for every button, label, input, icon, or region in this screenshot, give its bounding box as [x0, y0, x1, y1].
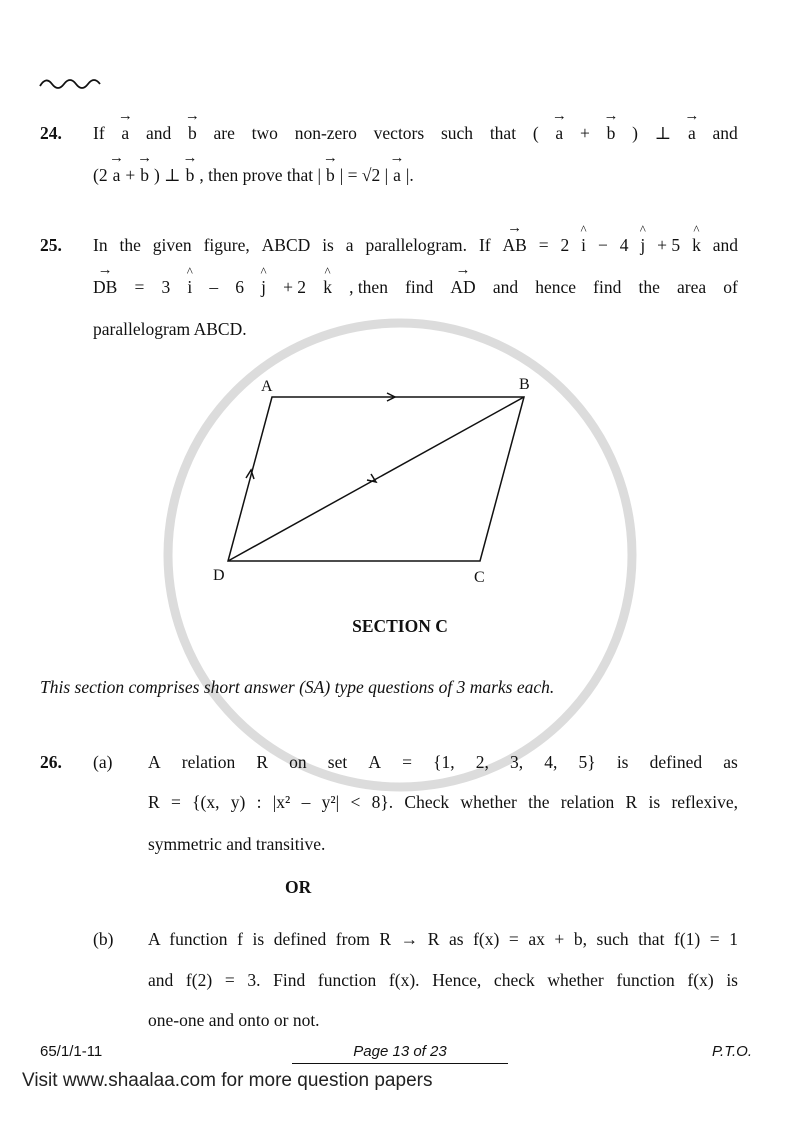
text-word: the	[638, 277, 660, 297]
text-word: hence	[535, 277, 577, 297]
text-word: 2	[560, 235, 570, 255]
vertex-label-a: A	[261, 378, 273, 395]
vertex-label-d: D	[213, 567, 225, 584]
vector-symbol: → a	[555, 123, 563, 144]
text-word: two	[251, 123, 278, 143]
text-word: , then	[349, 277, 388, 297]
unit-vector-symbol: ^ i	[581, 235, 586, 256]
text-word: find	[593, 277, 622, 297]
text-word: parallelogram.	[365, 235, 468, 255]
text-word: + 2	[283, 277, 307, 297]
text-word: + 5	[657, 235, 681, 255]
text-word: non-zero	[294, 123, 357, 143]
text-word: set	[327, 752, 348, 772]
text-word: figure,	[203, 235, 250, 255]
text-word: | = √2 |	[339, 165, 389, 185]
question-number: 25.	[40, 235, 62, 255]
q26a-line3: symmetric and transitive.	[148, 834, 326, 854]
text-word: a	[345, 235, 354, 255]
text-word: A	[148, 752, 161, 772]
text-word: If	[478, 235, 491, 255]
vector-symbol: → a	[688, 123, 696, 144]
text-word: ) ⊥	[153, 165, 181, 185]
text-word: |.	[405, 165, 414, 185]
text-word: 2,	[475, 752, 489, 772]
text-word: −	[597, 235, 608, 255]
text-word: that	[489, 123, 517, 143]
vector-symbol: → AD	[450, 277, 475, 298]
text-word: 4	[619, 235, 629, 255]
text-word: relation	[181, 752, 236, 772]
text-word: of	[723, 277, 738, 297]
vector-symbol: → b	[186, 165, 195, 186]
text-word: =	[402, 752, 412, 772]
text-word: is	[616, 752, 629, 772]
text-word: is	[322, 235, 334, 255]
text-word: =	[538, 235, 549, 255]
text-word: 4,	[544, 752, 558, 772]
text-word: =	[134, 277, 145, 297]
text-word: and	[712, 235, 738, 255]
text-word: 3,	[510, 752, 524, 772]
text-word: A	[368, 752, 381, 772]
text-word: ⊥	[654, 123, 672, 143]
vector-symbol: → b	[326, 165, 335, 186]
unit-vector-symbol: ^ k	[692, 235, 701, 256]
arrow-db-icon	[367, 474, 376, 482]
vector-symbol: → AB	[503, 235, 527, 256]
vector-symbol: → a	[393, 165, 401, 186]
text-word: and	[145, 123, 172, 143]
vector-symbol: → b	[140, 165, 149, 186]
text-word: area	[677, 277, 707, 297]
text-word: find	[405, 277, 434, 297]
q26a-line2: R = {(x, y) : |x² – y²| < 8}. Check whether the relation R is reflexive,	[148, 792, 738, 812]
text-word: vectors	[373, 123, 425, 143]
unit-vector-symbol: ^ j	[640, 235, 645, 256]
q26b-line2: and f(2) = 3. Find function f(x). Hence, check whether function f(x) is	[148, 970, 738, 990]
text-word: 5}	[578, 752, 596, 772]
section-title: SECTION C	[352, 616, 448, 636]
text-word: {1,	[433, 752, 455, 772]
text-word: 3	[161, 277, 171, 297]
text-word: as	[723, 752, 738, 772]
q26a-line1	[148, 752, 738, 773]
text-word: (2	[93, 165, 108, 185]
text-word: , then prove that |	[199, 165, 322, 185]
text-word: )	[632, 123, 638, 143]
or-divider: OR	[285, 877, 312, 897]
visit-link[interactable]: Visit www.shaalaa.com for more question papers	[22, 1070, 433, 1091]
text-word: 6	[235, 277, 244, 297]
text-word: –	[209, 277, 219, 297]
vertex-label-c: C	[474, 569, 485, 586]
diagonal-db	[228, 397, 524, 561]
q25-line3: parallelogram ABCD.	[93, 319, 247, 339]
vector-symbol: → DB	[93, 277, 117, 298]
unit-vector-symbol: ^ i	[187, 277, 192, 298]
text-word: In	[93, 235, 108, 255]
text-word: defined	[649, 752, 703, 772]
text-word: +	[579, 123, 590, 143]
text-word: and	[492, 277, 519, 297]
text-word: and	[712, 123, 738, 143]
text-word: If	[93, 123, 105, 143]
text-word: such	[440, 123, 474, 143]
vector-symbol: → a	[113, 165, 121, 186]
text-word: R	[256, 752, 269, 772]
pto-label: P.T.O.	[711, 1043, 752, 1060]
text-word: (	[532, 123, 539, 143]
text-word: ABCD	[261, 235, 311, 255]
vector-symbol: → b	[607, 123, 616, 144]
section-note: This section comprises short answer (SA) type questions of 3 marks each.	[40, 677, 555, 697]
part-label-a: (a)	[93, 752, 113, 772]
q26b-line3: one-one and onto or not.	[148, 1010, 320, 1030]
vector-symbol: → a	[121, 123, 129, 144]
vertex-label-b: B	[519, 376, 530, 393]
part-label-b: (b)	[93, 929, 114, 949]
unit-vector-symbol: ^ k	[323, 277, 332, 298]
unit-vector-symbol: ^ j	[261, 277, 266, 298]
text-word: given	[152, 235, 192, 255]
text-word: are	[213, 123, 235, 143]
text-word: on	[289, 752, 307, 772]
page-number: Page 13 of 23	[292, 1043, 508, 1064]
q26b-line1: A function f is defined from R → R as f(x) = ax + b, such that f(1) = 1	[148, 929, 738, 949]
paper-code: 65/1/1-11	[40, 1043, 103, 1060]
question-number: 26.	[40, 752, 62, 772]
question-number: 24.	[40, 123, 62, 143]
vector-symbol: → b	[188, 123, 197, 144]
text-word: +	[125, 165, 136, 185]
text-word: the	[119, 235, 141, 255]
